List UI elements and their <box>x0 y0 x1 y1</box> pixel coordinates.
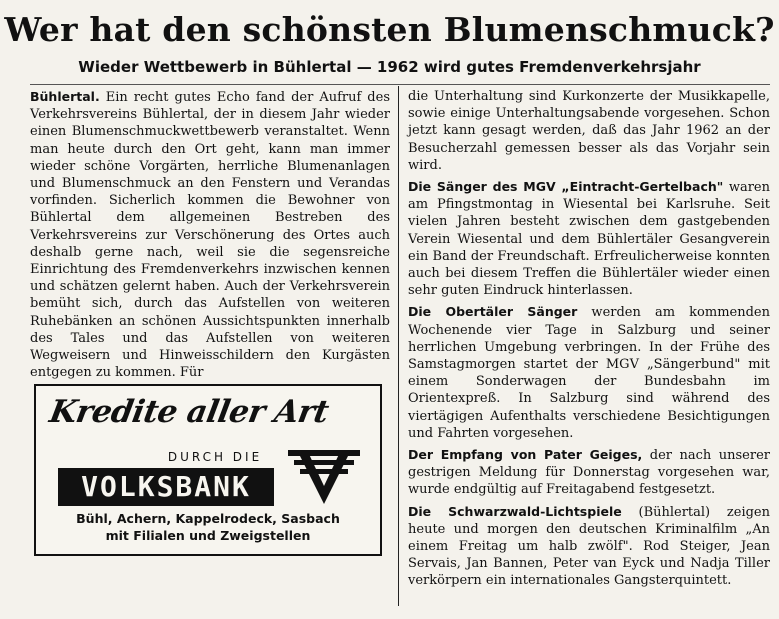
left-column <box>30 88 390 385</box>
paragraph-lead: Der Empfang von Pater Geiges, <box>408 447 643 463</box>
ad-locations-line-2: mit Filialen und Zweigstellen <box>105 528 311 543</box>
right-paragraph-4 <box>408 446 770 499</box>
volksbank-v-icon <box>284 448 364 506</box>
right-paragraph-3 <box>408 303 770 442</box>
column-divider <box>398 86 399 606</box>
ad-locations-line-1: Bühl, Achern, Kappelrodeck, Sasbach <box>76 511 340 526</box>
paragraph-lead: Die Obertäler Sänger <box>408 304 578 320</box>
right-column <box>408 88 770 594</box>
right-paragraph-2 <box>408 178 770 299</box>
paragraph-lead: Die Sänger des MGV „Eintracht-Gertelbach" <box>408 179 724 195</box>
header-divider <box>30 84 770 85</box>
ad-bank-name: VOLKSBANK <box>58 468 274 506</box>
volksbank-advertisement <box>34 384 382 556</box>
paragraph-text: waren am Pfingstmontag in Wiesental bei Karlsruhe. Seit vielen Jahren besteht zwischen dem gastgebenden Verein Wiesental und dem Bühlertäler Gesangverein ein Band der Freundschaft. Erfreulicherweise konnten auch bei diesem Treffen die Bühlertäler wieder einen sehr guten Eindruck hinterlassen. <box>408 180 770 299</box>
ad-locations <box>36 510 380 544</box>
paragraph-lead: Die Schwarzwald-Lichtspiele <box>408 503 622 519</box>
ad-slogan: Kredite aller Art <box>46 394 332 430</box>
left-paragraph <box>30 88 390 381</box>
right-paragraph-5 <box>408 503 770 590</box>
paragraph-text: werden am kommenden Wochenende vier Tage in Salzburg und seiner herrlichen Umgebung verbringen. In der Frühe des Samstagmorgen startet der MGV „Sängerbund" mit einem Sonderwagen der Bundesbahn im Orientexpreß. In Salzburg sind während des viertägigen Aufenthalts verschiedene Besichtigungen und Fahrten vorgesehen. <box>408 305 770 441</box>
ad-durch-die: DURCH DIE <box>167 450 263 464</box>
paragraph-text: (Bühlertal) zeigen heute und morgen den deutschen Kriminalfilm „An einem Freitag um halb zwölf". Rod Steiger, Jean Servais, Jan Bannen, Peter van Eyck und Nadja Tiller verkörpern ein internationales Gangsterquintett. <box>408 504 770 589</box>
dateline: Bühlertal. <box>30 89 100 104</box>
left-body-text: Ein recht gutes Echo fand der Aufruf des Verkehrsvereins Bühlertal, der in diesem Jahr wieder einen Blumenschmuckwettbewerb veranstaltet. Wenn man heute durch den Ort geht, kann man immer wieder schöne Vorgärten, herrliche Blumenanlagen und Blumenschmuck an den Fenstern und Verandas vorfinden. Sicherlich kommen die Bewohner von Bühlertal dem allgemeinen Bestreben des Verkehrsvereins zur Verschönerung des Ortes auch deshalb gerne nach, weil sie die segensreiche Einrichtung des Fremdenverkehrs inzwischen kennen und schätzen gelernt haben. Auch der Verkehrsverein bemüht sich, durch das Aufstellen von weiteren Ruhebänken an schönen Aussichtspunkten innerhalb des Tales und das Aufstellen von weiteren Wegweisern und Hinweisschildern den Kurgästen entgegen zu kommen. Für <box>30 90 390 381</box>
right-paragraph-1: die Unterhaltung sind Kurkonzerte der Musikkapelle, sowie einige Unterhaltungsabende vorgesehen. Schon jetzt kann gesagt werden, daß das Jahr 1962 an der Besucherzahl gemessen besser als das Vorjahr sein wird. <box>408 89 770 173</box>
article-subheadline: Wieder Wettbewerb in Bühlertal — 1962 wird gutes Fremdenverkehrsjahr <box>78 58 701 76</box>
paragraph-text: der nach unserer gestrigen Meldung für Donnerstag vorgesehen war, wurde endgültig auf Freitagabend festgesetzt. <box>408 448 770 498</box>
article-headline: Wer hat den schönsten Blumenschmuck? <box>4 10 775 49</box>
